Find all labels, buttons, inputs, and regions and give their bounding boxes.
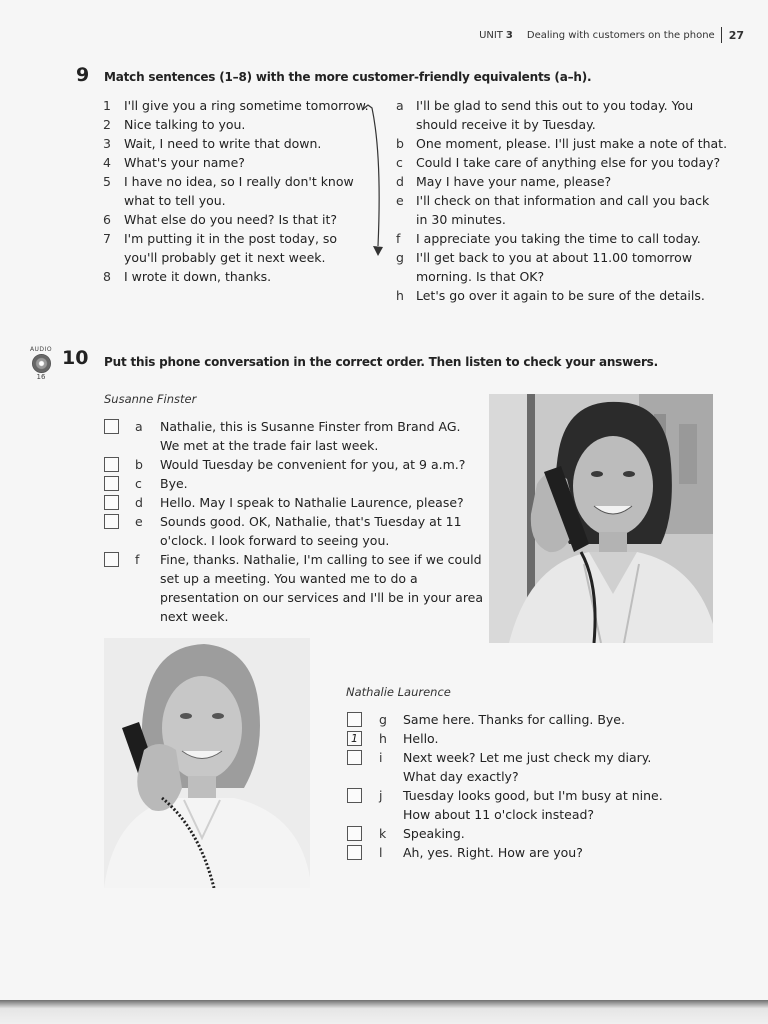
dialogue-line: Sounds good. OK, Nathalie, that's Tuesday at 11 (160, 514, 462, 529)
dialogue-line: How about 11 o'clock instead? (403, 807, 595, 822)
equivalent-text: May I have your name, please? (416, 174, 612, 189)
equivalent-text: Let's go over it again to be sure of the details. (416, 288, 705, 303)
line-letter: f (135, 552, 140, 567)
sentence-number: 4 (103, 155, 111, 170)
photo-susanne-on-phone (489, 394, 713, 643)
sentence-number: 8 (103, 269, 111, 284)
audio-track-badge[interactable] (26, 346, 56, 381)
dialogue-line: Nathalie, this is Susanne Finster from Brand AG. (160, 419, 461, 434)
line-letter: a (135, 419, 143, 434)
equivalent-text: morning. Is that OK? (416, 269, 545, 284)
answer-checkbox[interactable] (347, 845, 362, 860)
cd-icon (32, 354, 51, 373)
speaker-nathalie: Nathalie Laurence (346, 685, 451, 699)
dialogue-line: Speaking. (403, 826, 465, 841)
answer-checkbox[interactable] (104, 514, 119, 529)
equivalent-letter: b (396, 136, 404, 151)
header-divider (721, 27, 722, 43)
answer-checkbox[interactable] (347, 788, 362, 803)
dialogue-line: Same here. Thanks for calling. Bye. (403, 712, 625, 727)
page-number: 27 (728, 28, 744, 42)
photo-nathalie-on-phone (104, 638, 310, 888)
line-letter: g (379, 712, 387, 727)
equivalent-letter: a (396, 98, 404, 113)
unit-label: UNIT (479, 29, 503, 41)
line-letter: c (135, 476, 142, 491)
sentence-text: What else do you need? Is that it? (124, 212, 338, 227)
line-letter: h (379, 731, 387, 746)
line-letter: d (135, 495, 143, 510)
line-letter: k (379, 826, 387, 841)
speaker-susanne: Susanne Finster (104, 392, 197, 406)
answer-checkbox[interactable] (347, 750, 362, 765)
dialogue-line: Tuesday looks good, but I'm busy at nine. (403, 788, 663, 803)
answer-checkbox[interactable] (104, 476, 119, 491)
equivalent-text: in 30 minutes. (416, 212, 506, 227)
equivalent-letter: g (396, 250, 404, 265)
sentence-text: What's your name? (124, 155, 245, 170)
answer-checkbox[interactable] (347, 712, 362, 727)
equivalent-text: I'll get back to you at about 11.00 tomorrow (416, 250, 693, 265)
equivalent-text: One moment, please. I'll just make a note of that. (416, 136, 728, 151)
dialogue-line: Would Tuesday be convenient for you, at 9 a.m.? (160, 457, 466, 472)
sentence-text: Wait, I need to write that down. (124, 136, 322, 151)
equivalent-letter: c (396, 155, 403, 170)
dialogue-line: o'clock. I look forward to seeing you. (160, 533, 390, 548)
sentence-text: you'll probably get it next week. (124, 250, 326, 265)
dialogue-line: Fine, thanks. Nathalie, I'm calling to see if we could (160, 552, 482, 567)
answer-checkbox[interactable] (104, 495, 119, 510)
sentence-text: I have no idea, so I really don't know (124, 174, 354, 189)
equivalent-letter: h (396, 288, 404, 303)
exercise-10-instruction: Put this phone conversation in the correct order. Then listen to check your answers. (104, 355, 658, 369)
sentence-number: 6 (103, 212, 111, 227)
audio-track-number: 16 (36, 373, 46, 381)
line-letter: i (379, 750, 383, 765)
exercise-10-number: 10 (62, 347, 89, 369)
equivalent-letter: e (396, 193, 404, 208)
line-letter: e (135, 514, 143, 529)
answer-checkbox[interactable] (104, 552, 119, 567)
dialogue-line: set up a meeting. You wanted me to do a (160, 571, 418, 586)
sentence-text: what to tell you. (124, 193, 226, 208)
equivalent-text: I'll be glad to send this out to you today. You (416, 98, 694, 113)
answer-checkbox[interactable] (104, 419, 119, 434)
exercise-9-instruction: Match sentences (1–8) with the more customer-friendly equivalents (a–h). (104, 70, 592, 84)
unit-title: Dealing with customers on the phone (526, 29, 715, 41)
dialogue-line: Hello. May I speak to Nathalie Laurence, please? (160, 495, 464, 510)
line-letter: j (379, 788, 383, 803)
sentence-text: I wrote it down, thanks. (124, 269, 272, 284)
sentence-number: 5 (103, 174, 111, 189)
page-header (479, 27, 744, 43)
dialogue-line: We met at the trade fair last week. (160, 438, 379, 453)
sentence-number: 3 (103, 136, 111, 151)
dialogue-line: What day exactly? (403, 769, 519, 784)
answer-checkbox[interactable] (347, 826, 362, 841)
sentence-number: 2 (103, 117, 111, 132)
sentence-number: 1 (103, 98, 111, 113)
sentence-text: Nice talking to you. (124, 117, 246, 132)
dialogue-line: next week. (160, 609, 229, 624)
answer-checkbox[interactable]: 1 (347, 731, 362, 746)
page-edge-shadow (0, 1000, 768, 1024)
dialogue-line: Ah, yes. Right. How are you? (403, 845, 583, 860)
line-letter: b (135, 457, 143, 472)
sentence-text: I'll give you a ring sometime tomorrow. (124, 98, 369, 113)
answer-checkbox[interactable] (104, 457, 119, 472)
equivalent-letter: f (396, 231, 401, 246)
dialogue-line: presentation on our services and I'll be in your area (160, 590, 484, 605)
equivalent-text: I appreciate you taking the time to call today. (416, 231, 701, 246)
sentence-text: I'm putting it in the post today, so (124, 231, 338, 246)
line-letter: l (379, 845, 383, 860)
equivalent-letter: d (396, 174, 404, 189)
exercise-9-number: 9 (76, 64, 90, 86)
dialogue-line: Hello. (403, 731, 439, 746)
unit-number: 3 (505, 29, 513, 41)
equivalent-text: should receive it by Tuesday. (416, 117, 596, 132)
equivalent-text: Could I take care of anything else for you today? (416, 155, 721, 170)
equivalent-text: I'll check on that information and call you back (416, 193, 710, 208)
match-arrow-icon (360, 96, 390, 266)
dialogue-line: Bye. (160, 476, 188, 491)
dialogue-line: Next week? Let me just check my diary. (403, 750, 652, 765)
sentence-number: 7 (103, 231, 111, 246)
audio-label: AUDIO (29, 346, 53, 353)
